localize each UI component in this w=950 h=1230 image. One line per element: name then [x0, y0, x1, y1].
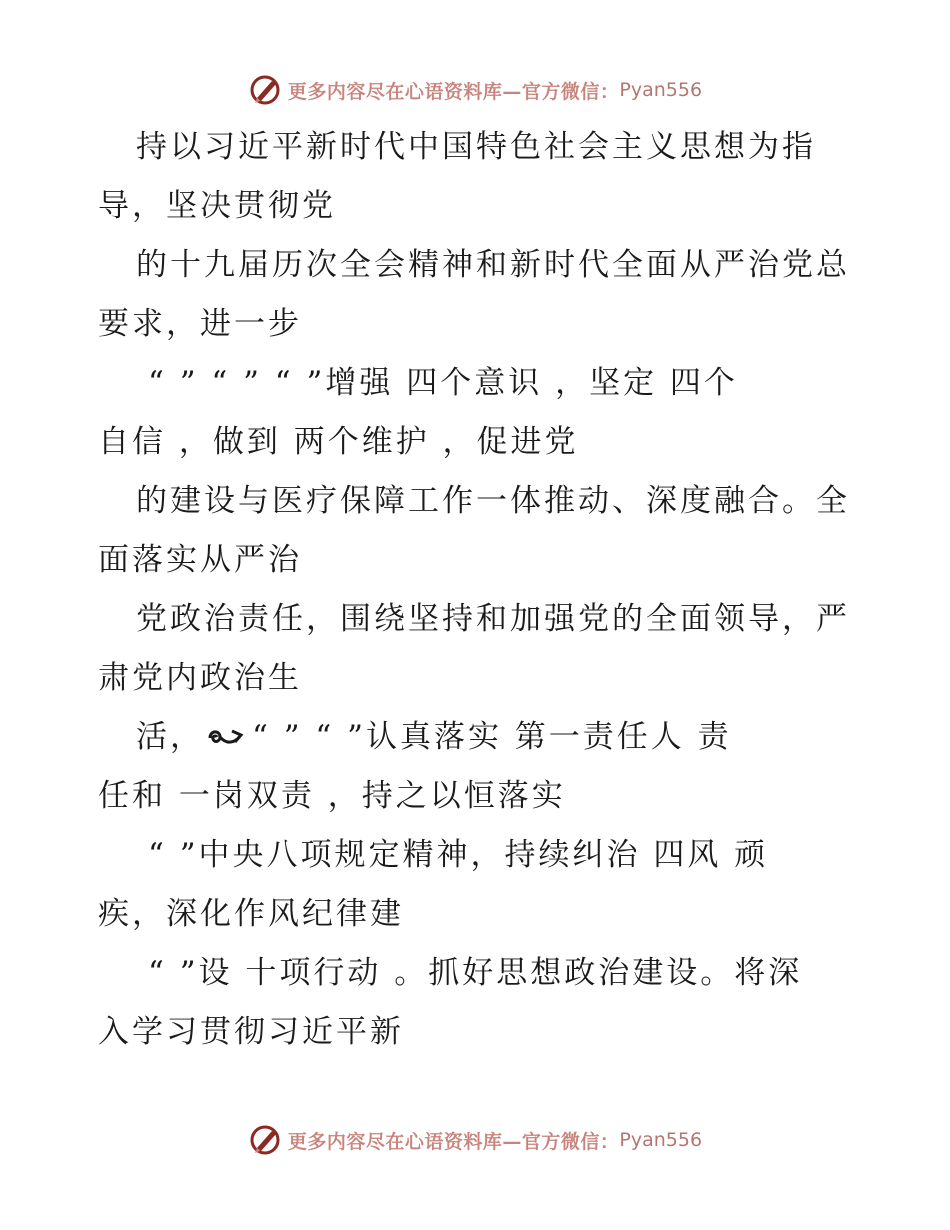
text-line: 面落实从严治 — [98, 542, 302, 578]
text-line: 导，坚决贯彻党 — [98, 188, 336, 224]
footer-text: 更多内容尽在心语资料库—官方微信： — [287, 1130, 620, 1153]
document-body — [98, 118, 858, 1062]
text-line-with-glyph — [98, 708, 858, 767]
text-line: 持以习近平新时代中国特色社会主义思想为指 — [136, 129, 816, 165]
footer-banner — [0, 1120, 950, 1160]
text-line: “ ”设 十项行动 。抓好思想政治建设。将深 — [148, 955, 803, 991]
text-line: 入学习贯彻习近平新 — [98, 1014, 404, 1050]
text-line: 党政治责任，围绕坚持和加强党的全面领导，严 — [136, 601, 850, 637]
pen-logo-icon — [248, 1123, 282, 1157]
text-line: 肃党内政治生 — [98, 660, 302, 696]
text-line: 任和 一岗双责 ，持之以恒落实 — [98, 778, 566, 814]
text-line: 的建设与医疗保障工作一体推动、深度融合。全 — [136, 483, 850, 519]
header-banner — [0, 70, 950, 110]
pen-logo-icon — [248, 73, 282, 107]
text-line: 疾，深化作风纪律建 — [98, 896, 404, 932]
footer-wechat-id: Pyan556 — [619, 1129, 703, 1151]
text-line: 的十九届历次全会精神和新时代全面从严治党总 — [136, 247, 850, 283]
text-segment: 活， — [136, 719, 204, 755]
text-line: 自信 ，做到 两个维护 ，促进党 — [98, 424, 579, 460]
swirl-glyph-icon — [206, 724, 246, 750]
header-wechat-id: Pyan556 — [619, 79, 703, 101]
text-segment: “ ” “ ”认真落实 第一责任人 责 — [252, 719, 732, 755]
text-line: “ ”中央八项规定精神，持续纠治 四风 顽 — [148, 837, 769, 873]
header-text: 更多内容尽在心语资料库—官方微信： — [287, 80, 620, 103]
text-line: 要求，进一步 — [98, 306, 302, 342]
text-line: “ ” “ ” “ ”增强 四个意识 ，坚定 四个 — [148, 365, 738, 401]
